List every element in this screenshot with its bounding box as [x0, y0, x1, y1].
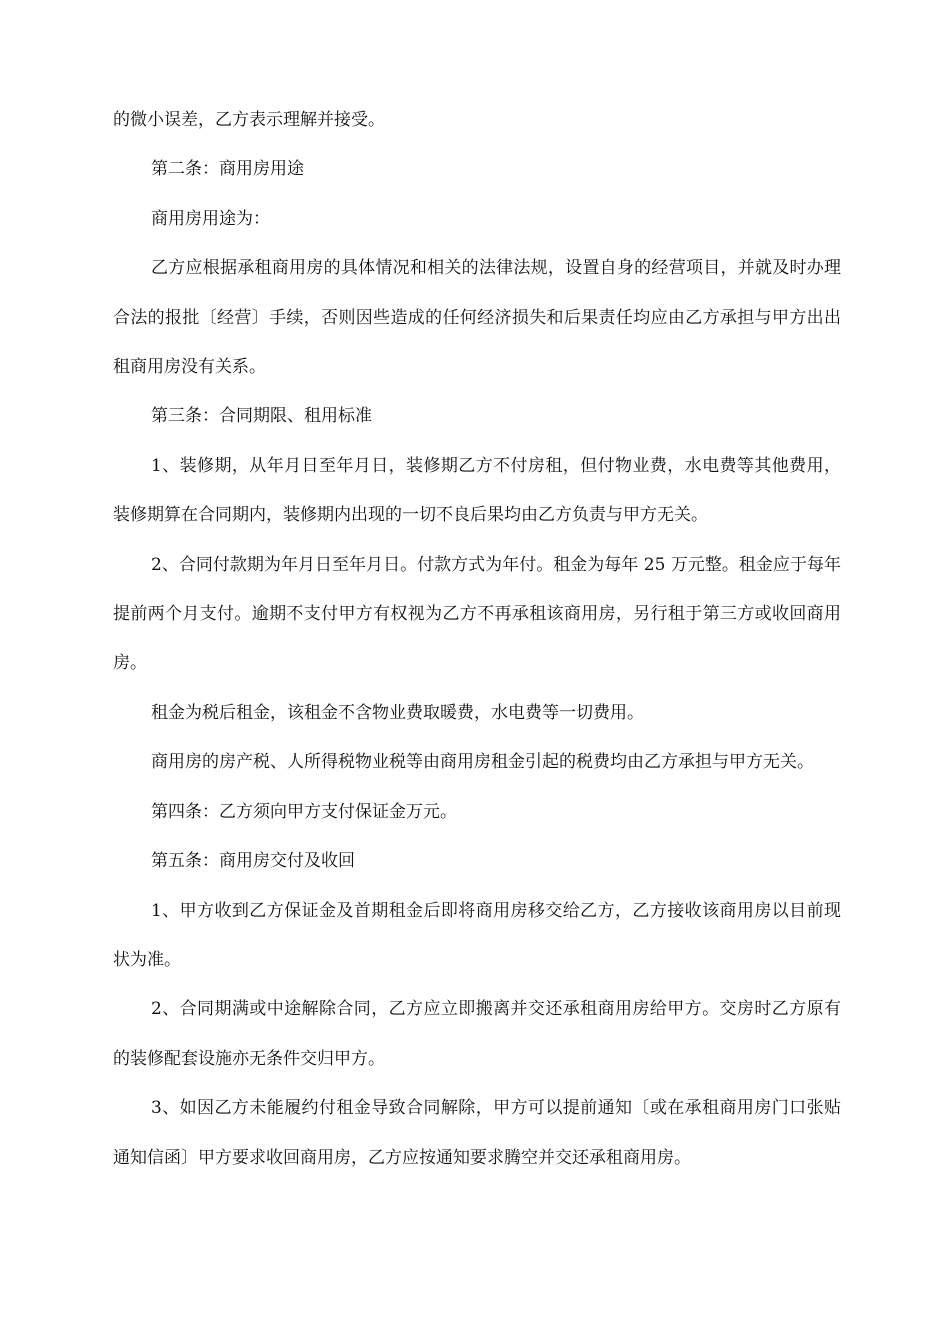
- paragraph-usage-terms: 乙方应根据承租商用房的具体情况和相关的法律法规，设置自身的经营项目，并就及时办理合法的报批〔经营〕手续，否则因些造成的任何经济损失和后果责任均应由乙方承担与甲方出出租商用房没有关系。: [113, 258, 841, 378]
- article-2-heading: 第二条：商用房用途: [151, 159, 304, 180]
- article-5-heading: 第五条：商用房交付及收回: [151, 851, 355, 872]
- paragraph-handover: 1、甲方收到乙方保证金及首期租金后即将商用房移交给乙方，乙方接收该商用房以目前现状为准。: [113, 900, 841, 970]
- article-3-heading: 第三条：合同期限、租用标准: [151, 406, 372, 427]
- paragraph-taxes: 商用房的房产税、人所得税物业税等由商用房租金引起的税费均由乙方承担与甲方无关。: [151, 752, 814, 773]
- paragraph-termination: 3、如因乙方未能履约付租金导致合同解除，甲方可以提前通知〔或在承租商用房门口张贴通知信函〕甲方要求收回商用房，乙方应按通知要求腾空并交还承租商用房。: [113, 1098, 841, 1168]
- paragraph-contract-end: 2、合同期满或中途解除合同，乙方应立即搬离并交还承租商用房给甲方。交房时乙方原有的装修配套设施亦无条件交归甲方。: [113, 999, 841, 1069]
- paragraph-payment-period: 2、合同付款期为年月日至年月日。付款方式为年付。租金为每年 25 万元整。租金应于每年提前两个月支付。逾期不支付甲方有权视为乙方不再承租该商用房，另行租于第三方或收回商用房。: [113, 554, 841, 674]
- paragraph-renovation-period: 1、装修期，从年月日至年月日，装修期乙方不付房租，但付物业费，水电费等其他费用，装修期算在合同期内，装修期内出现的一切不良后果均由乙方负责与甲方无关。: [113, 455, 841, 526]
- paragraph-rent-after-tax: 租金为税后租金，该租金不含物业费取暖费，水电费等一切费用。: [151, 702, 644, 723]
- paragraph-continuation: 的微小误差，乙方表示理解并接受。: [113, 110, 385, 130]
- paragraph-usage-label: 商用房用途为：: [151, 208, 270, 229]
- document-page: [113, 96, 841, 1183]
- article-4-heading: 第四条：乙方须向甲方支付保证金万元。: [151, 801, 457, 822]
